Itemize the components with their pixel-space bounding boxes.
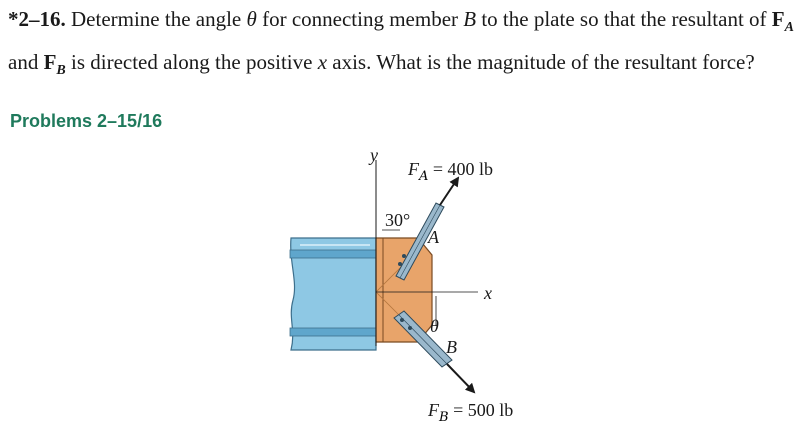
angle-30-label: 30° xyxy=(385,210,411,230)
problem-number: *2–16. xyxy=(8,7,66,31)
theta-symbol: θ xyxy=(246,7,257,31)
fa-arrow xyxy=(440,178,458,205)
problem-text-3: to the plate so that the resultant of xyxy=(476,7,772,31)
member-a-label: A xyxy=(428,227,439,247)
member-b-label: B xyxy=(446,337,457,357)
problems-heading: Problems 2–15/16 xyxy=(10,111,163,131)
fb-vector: F xyxy=(43,50,57,75)
problem-text-4: and xyxy=(8,50,44,75)
x-axis-symbol: x xyxy=(317,50,328,75)
i-beam xyxy=(290,238,376,350)
fa-label: $F_A = 400$ lb xyxy=(408,159,494,184)
problem-text-1: Determine the angle xyxy=(65,7,247,31)
problem-text-5: is directed along the positive xyxy=(65,50,318,75)
problem-text-6: axis. What is the magnitude of the resultant force? xyxy=(327,50,755,75)
fb-label: $F_B = 500$ lb xyxy=(428,400,514,425)
fb-arrow xyxy=(447,364,474,392)
y-axis-label: y xyxy=(370,145,378,165)
x-axis-label: x xyxy=(484,283,492,303)
member-b-symbol: B xyxy=(463,7,477,31)
problem-text-2: for connecting member xyxy=(256,7,464,31)
fa-subscript: A xyxy=(784,20,794,36)
theta-label: θ xyxy=(430,316,439,336)
fb-subscript: B xyxy=(56,63,66,79)
fa-vector: F xyxy=(771,7,785,31)
